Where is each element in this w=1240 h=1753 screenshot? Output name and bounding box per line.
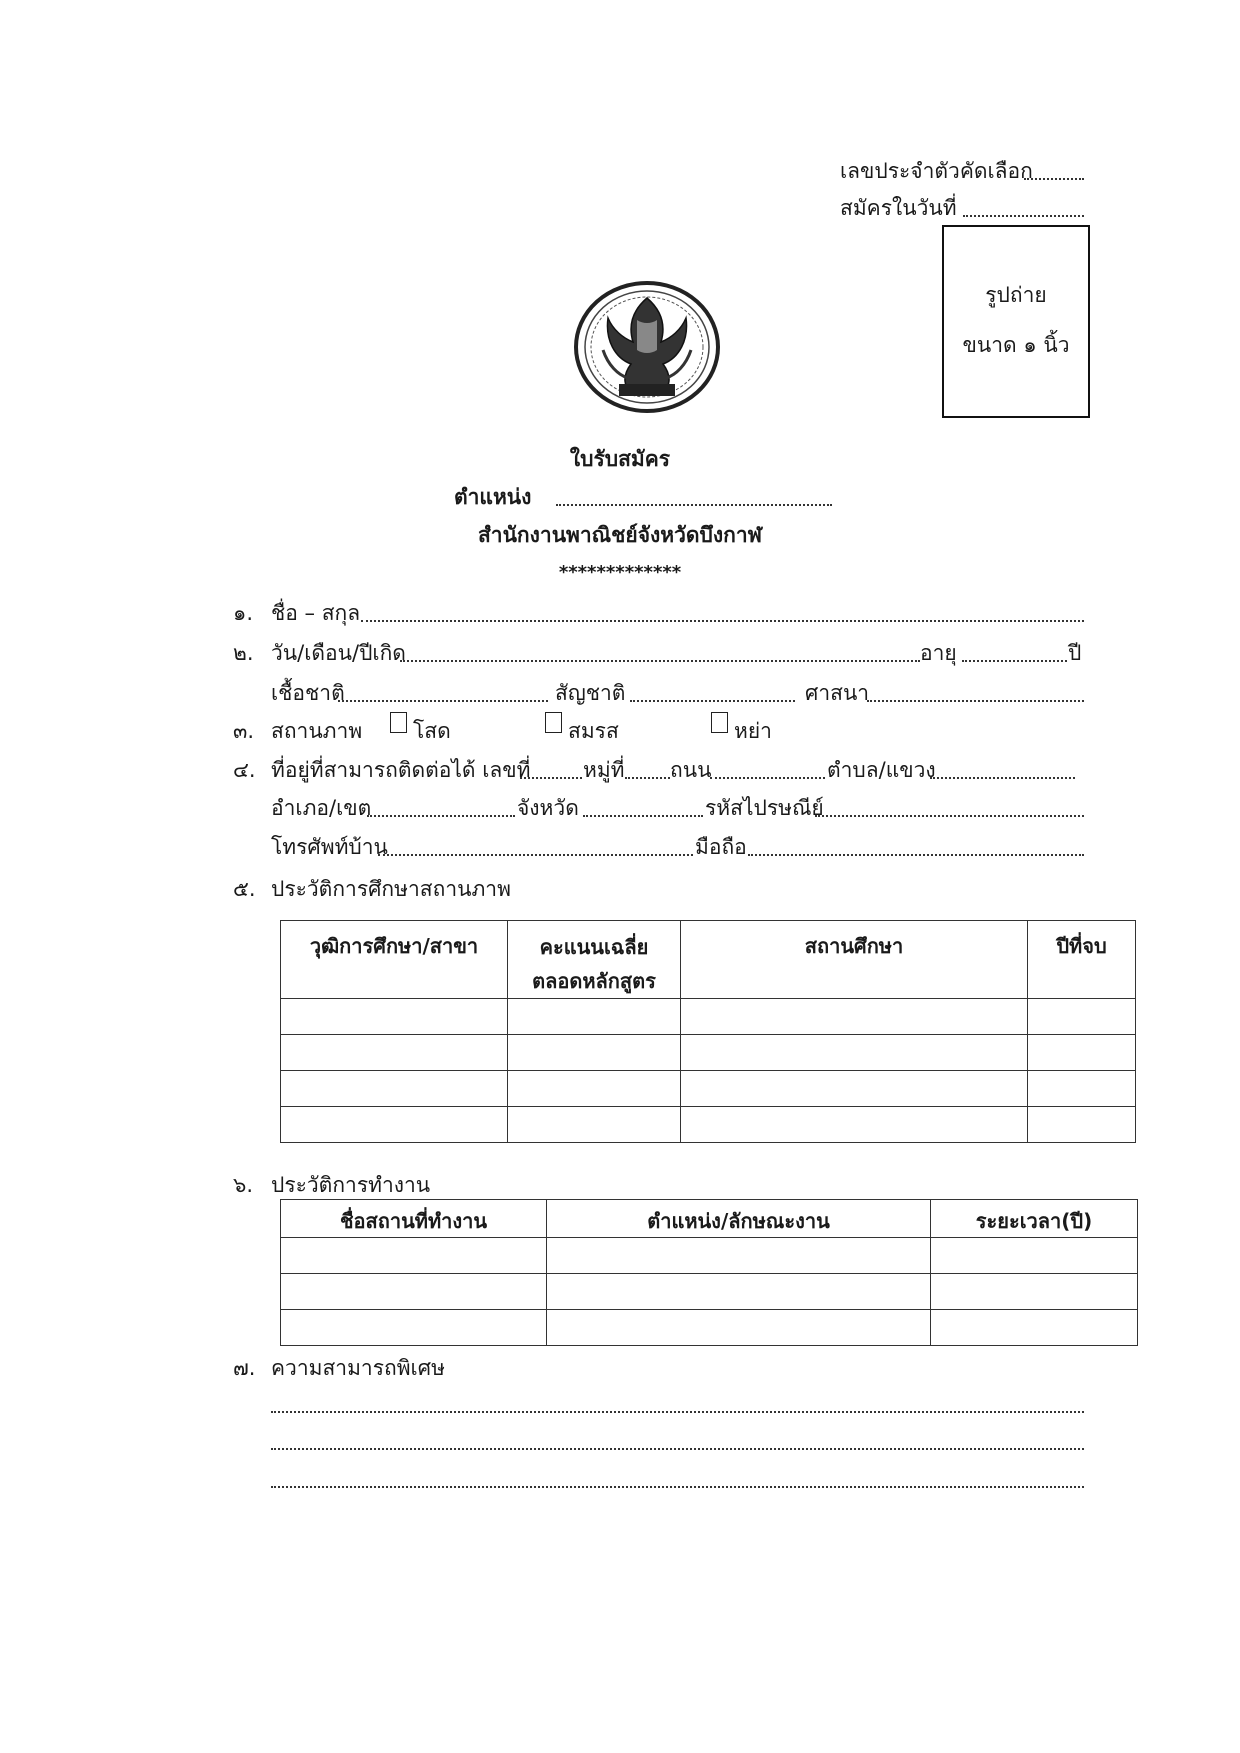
status-label: สถานภาพ	[271, 719, 363, 743]
table-cell[interactable]	[681, 1035, 1028, 1071]
education-header-row	[281, 921, 1136, 999]
table-cell[interactable]	[547, 1274, 931, 1310]
table-cell[interactable]	[1028, 1035, 1136, 1071]
home-phone-label: โทรศัพท์บ้าน	[271, 835, 388, 859]
nationality-label: สัญชาติ	[555, 681, 626, 705]
postcode-label: รหัสไปรษณีย์	[705, 796, 824, 820]
education-col-year: ปีที่จบ	[1028, 921, 1136, 999]
province-label: จังหวัด	[517, 796, 579, 820]
subdistrict-label: ตำบล/แขวง	[827, 758, 936, 782]
section7-num: ๗.	[233, 1356, 256, 1380]
work-col-position: ตำแหน่ง/ลักษณะงาน	[547, 1200, 931, 1238]
photo-box[interactable]	[942, 225, 1090, 418]
religion-field[interactable]	[867, 700, 1084, 702]
work-col-workplace: ชื่อสถานที่ทำงาน	[281, 1200, 547, 1238]
table-cell[interactable]	[281, 1071, 508, 1107]
subdistrict-field[interactable]	[930, 777, 1075, 779]
home-phone-field[interactable]	[378, 854, 693, 856]
table-cell[interactable]	[1028, 999, 1136, 1035]
stars-divider: *************	[558, 562, 682, 583]
road-label: ถนน	[670, 758, 712, 782]
table-row	[281, 1310, 1138, 1346]
address-label: ที่อยู่ที่สามารถติดต่อได้ เลขที่	[271, 758, 531, 782]
table-cell[interactable]	[281, 999, 508, 1035]
special-skills-label: ความสามารถพิเศษ	[271, 1356, 445, 1380]
table-cell[interactable]	[281, 1274, 547, 1310]
candidate-no-field[interactable]	[1024, 178, 1084, 180]
special-skills-line[interactable]	[271, 1486, 1084, 1488]
fullname-field[interactable]	[361, 620, 1084, 622]
education-label: ประวัติการศึกษาสถานภาพ	[271, 877, 511, 901]
table-cell[interactable]	[1028, 1071, 1136, 1107]
candidate-no-text: เลขประจำตัวคัดเลือก	[840, 159, 1033, 183]
table-cell[interactable]	[281, 1238, 547, 1274]
table-row	[281, 1107, 1136, 1143]
education-col-gpa-line2: ตลอดหลักสูตร	[532, 969, 656, 993]
work-history-label: ประวัติการทำงาน	[271, 1173, 431, 1197]
mobile-field[interactable]	[748, 854, 1084, 856]
table-cell[interactable]	[681, 999, 1028, 1035]
age-field[interactable]	[962, 660, 1067, 662]
table-cell[interactable]	[508, 1071, 681, 1107]
section6-num: ๖.	[233, 1173, 254, 1197]
table-cell[interactable]	[681, 1071, 1028, 1107]
moo-field[interactable]	[625, 777, 670, 779]
race-label: เชื้อชาติ	[271, 681, 345, 705]
district-field[interactable]	[367, 815, 515, 817]
candidate-no-label	[840, 158, 1033, 184]
apply-date-field[interactable]	[963, 215, 1084, 217]
table-cell[interactable]	[931, 1238, 1138, 1274]
table-row	[281, 1035, 1136, 1071]
office-name: สำนักงานพาณิชย์จังหวัดบึงกาฬ	[477, 523, 763, 547]
table-cell[interactable]	[281, 1107, 508, 1143]
status-divorced-label: หย่า	[734, 719, 772, 743]
age-label: อายุ	[920, 641, 957, 665]
section2-num: ๒.	[233, 641, 254, 665]
table-cell[interactable]	[931, 1310, 1138, 1346]
photo-box-line2: ขนาด ๑ นิ้ว	[962, 333, 1070, 357]
table-cell[interactable]	[281, 1310, 547, 1346]
table-cell[interactable]	[508, 1107, 681, 1143]
moo-label: หมู่ที่	[583, 758, 625, 782]
photo-box-line1: รูปถ่าย	[985, 283, 1047, 307]
form-title: ใบรับสมัคร	[569, 447, 671, 471]
dob-label: วัน/เดือน/ปีเกิด	[271, 641, 406, 665]
status-married-label: สมรส	[568, 719, 619, 743]
postcode-field[interactable]	[815, 815, 1084, 817]
apply-date-label	[840, 195, 957, 221]
section5-num: ๕.	[233, 877, 256, 901]
table-cell[interactable]	[931, 1274, 1138, 1310]
table-cell[interactable]	[508, 1035, 681, 1071]
race-field[interactable]	[338, 700, 548, 702]
table-row	[281, 1238, 1138, 1274]
table-cell[interactable]	[1028, 1107, 1136, 1143]
house-no-field[interactable]	[520, 777, 582, 779]
table-row	[281, 999, 1136, 1035]
education-col-gpa-line1: คะแนนเฉลี่ย	[539, 935, 649, 959]
province-field[interactable]	[583, 815, 703, 817]
table-row	[281, 1071, 1136, 1107]
table-cell[interactable]	[681, 1107, 1028, 1143]
apply-date-text: สมัครในวันที่	[840, 196, 957, 220]
religion-label: ศาสนา	[805, 681, 870, 705]
table-cell[interactable]	[508, 999, 681, 1035]
work-col-duration: ระยะเวลา(ปี)	[931, 1200, 1138, 1238]
position-label: ตำแหน่ง	[454, 485, 532, 509]
status-single-checkbox[interactable]	[390, 712, 407, 733]
section3-num: ๓.	[233, 719, 255, 743]
status-married-checkbox[interactable]	[545, 712, 562, 733]
education-col-gpa	[508, 921, 681, 999]
section1-num: ๑.	[233, 601, 254, 625]
education-table	[280, 920, 1136, 1143]
table-cell[interactable]	[281, 1035, 508, 1071]
mobile-label: มือถือ	[695, 835, 747, 859]
work-table	[280, 1199, 1138, 1346]
work-header-row	[281, 1200, 1138, 1238]
status-single-label: โสด	[413, 719, 451, 743]
special-skills-line[interactable]	[271, 1448, 1084, 1450]
section4-num: ๔.	[233, 758, 256, 782]
status-divorced-checkbox[interactable]	[711, 712, 728, 733]
dob-field[interactable]	[400, 660, 920, 662]
education-col-degree: วุฒิการศึกษา/สาขา	[281, 921, 508, 999]
table-row	[281, 1274, 1138, 1310]
position-field[interactable]	[556, 504, 832, 506]
education-col-school: สถานศึกษา	[681, 921, 1028, 999]
year-unit: ปี	[1068, 641, 1082, 665]
section1-label: ชื่อ – สกุล	[271, 601, 361, 625]
nationality-field[interactable]	[630, 700, 795, 702]
district-label: อำเภอ/เขต	[271, 796, 372, 820]
table-cell[interactable]	[547, 1238, 931, 1274]
table-cell[interactable]	[547, 1310, 931, 1346]
road-field[interactable]	[710, 777, 825, 779]
garuda-seal-icon	[573, 280, 721, 414]
special-skills-line[interactable]	[271, 1411, 1084, 1413]
